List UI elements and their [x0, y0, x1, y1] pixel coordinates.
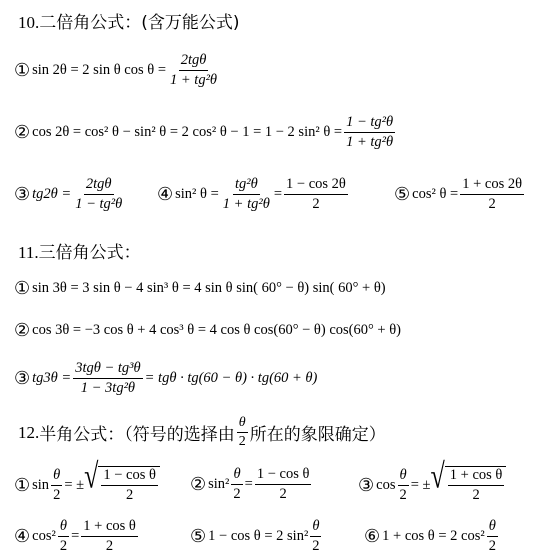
fraction	[73, 176, 124, 213]
numerator: θ	[487, 518, 498, 537]
formula-lhs: sin	[32, 476, 50, 493]
numerator: tg²θ	[233, 176, 260, 195]
fraction	[460, 176, 524, 213]
formula-double-angle-tg	[14, 176, 126, 213]
formula-lhs: sin 2θ = 2 sin θ cos θ =	[32, 62, 167, 78]
numerator: 1 + cos 2θ	[460, 176, 524, 195]
fraction	[221, 176, 272, 213]
denominator: 2	[312, 538, 320, 554]
item-marker: ②	[190, 474, 207, 495]
formula-half-angle-sin-squared	[190, 466, 313, 503]
formula-half-angle-sin	[14, 456, 160, 504]
fraction	[255, 466, 312, 503]
denominator: 1 + tg²θ	[170, 72, 218, 88]
equals-sign: =	[244, 476, 253, 492]
item-marker: ②	[14, 320, 31, 341]
section-title-tail: 所在的象限确定）	[249, 425, 386, 445]
section-title: 三倍角公式：	[38, 243, 141, 263]
denominator: 2	[59, 538, 68, 554]
numerator: θ	[310, 518, 321, 537]
item-marker: ③	[14, 184, 31, 205]
item-marker: ③	[358, 474, 375, 496]
item-marker: ④	[157, 184, 174, 205]
numerator: θ	[231, 466, 242, 485]
half-angle	[487, 518, 498, 555]
half-angle	[310, 518, 321, 555]
denominator: 1 + tg²θ	[222, 196, 270, 212]
section-10-heading	[18, 8, 240, 33]
item-marker: ①	[14, 278, 31, 299]
square-root	[84, 456, 160, 504]
item-marker: ④	[14, 526, 31, 547]
formula-double-angle-sin	[14, 52, 221, 89]
formula-triple-angle-sin	[14, 278, 386, 299]
numerator: 1 + cos θ	[448, 467, 505, 486]
formula-lhs: 1 − cos θ = 2 sin²	[208, 528, 309, 544]
formula-lhs: cos	[376, 476, 396, 493]
equals-sign: = ±	[64, 476, 85, 493]
denominator: 2	[312, 196, 320, 212]
formula-rhs: = tgθ · tg(60 − θ) · tg(60 + θ)	[144, 370, 318, 386]
item-marker: ③	[14, 368, 31, 389]
half-angle-fraction	[237, 415, 248, 450]
formula-triple-angle-cos	[14, 320, 401, 341]
item-marker: ②	[14, 122, 31, 143]
formula-lhs: sin²	[208, 476, 230, 492]
equals-sign: =	[273, 186, 283, 202]
formula-lhs: 1 + cos θ = 2 cos²	[382, 528, 485, 544]
denominator: 2	[233, 486, 241, 502]
formula-lhs: cos²	[32, 528, 56, 544]
section-number: 10.	[18, 13, 40, 32]
half-angle	[231, 466, 242, 503]
radical-sign: √	[430, 456, 445, 496]
denominator: 1 + tg²θ	[346, 134, 394, 150]
denominator: 2	[279, 486, 287, 502]
formula-triple-angle-tg	[14, 360, 317, 397]
formula-half-angle-cos-squared	[14, 518, 140, 555]
numerator: 2tgθ	[179, 52, 209, 71]
fraction	[448, 467, 505, 504]
section-number: 12.	[18, 422, 40, 442]
numerator: 1 − cos 2θ	[284, 176, 348, 195]
equals-sign: =	[71, 528, 80, 544]
formula-lhs: cos 2θ = cos² θ − sin² θ = 2 cos² θ − 1 = 1 − 2 sin² θ =	[32, 124, 343, 140]
formula-lhs: sin² θ =	[175, 186, 219, 202]
fraction	[284, 176, 348, 213]
item-marker: ①	[14, 474, 31, 496]
formula-lhs: tg3θ =	[32, 370, 72, 386]
numerator: 2tgθ	[84, 176, 114, 195]
half-angle	[58, 518, 69, 555]
numerator: θ	[398, 467, 409, 486]
section-title: 半角公式：（符号的选择由	[39, 425, 235, 445]
fraction	[101, 467, 158, 504]
item-marker: ⑥	[364, 526, 381, 547]
half-angle	[397, 467, 408, 504]
formula-half-angle-cos	[358, 456, 506, 504]
formula-lhs: cos² θ =	[412, 186, 459, 202]
denominator: 2	[238, 434, 246, 449]
denominator: 2	[105, 538, 114, 554]
denominator: 2	[488, 538, 496, 554]
equals-sign: = ±	[410, 476, 431, 493]
item-marker: ⑤	[190, 526, 207, 547]
numerator: 1 − cos θ	[255, 466, 312, 485]
formula-double-angle-cos	[14, 114, 397, 151]
numerator: θ	[58, 518, 69, 537]
section-11-heading	[18, 238, 141, 263]
section-12-heading	[18, 415, 386, 450]
formula-expression: cos 3θ = −3 cos θ + 4 cos³ θ = 4 cos θ cos(60° − θ) cos(60° + θ)	[32, 322, 401, 338]
denominator: 2	[472, 487, 480, 503]
numerator: 1 − tg²θ	[344, 114, 395, 133]
denominator: 1 − 3tg²θ	[80, 380, 136, 396]
fraction	[81, 518, 138, 555]
formula-sin-squared	[157, 176, 350, 213]
numerator: θ	[237, 415, 248, 433]
numerator: 1 − cos θ	[101, 467, 158, 486]
item-marker: ⑤	[394, 184, 411, 205]
formula-cos-squared	[394, 176, 526, 213]
denominator: 2	[53, 486, 61, 503]
denominator: 2	[399, 486, 407, 503]
radical-sign: √	[84, 456, 99, 496]
denominator: 2	[126, 487, 134, 503]
formula-lhs: tg2θ =	[32, 186, 72, 202]
fraction	[344, 114, 395, 151]
formula-one-minus-cos	[190, 518, 324, 555]
denominator: 1 − tg²θ	[75, 196, 123, 212]
item-marker: ①	[14, 60, 31, 81]
numerator: 1 + cos θ	[81, 518, 138, 537]
formula-one-plus-cos	[364, 518, 500, 555]
denominator: 2	[488, 196, 496, 212]
fraction	[168, 52, 219, 89]
square-root	[430, 456, 507, 504]
fraction	[73, 360, 142, 397]
section-number: 11.	[18, 243, 39, 262]
radicand	[445, 466, 507, 504]
numerator: 3tgθ − tg³θ	[73, 360, 142, 379]
formula-expression: sin 3θ = 3 sin θ − 4 sin³ θ = 4 sin θ sin( 60° − θ) sin( 60° + θ)	[32, 280, 386, 296]
section-title: 二倍角公式：(含万能公式)	[39, 13, 240, 33]
half-angle	[51, 467, 62, 504]
numerator: θ	[51, 467, 62, 486]
radicand	[98, 466, 160, 504]
